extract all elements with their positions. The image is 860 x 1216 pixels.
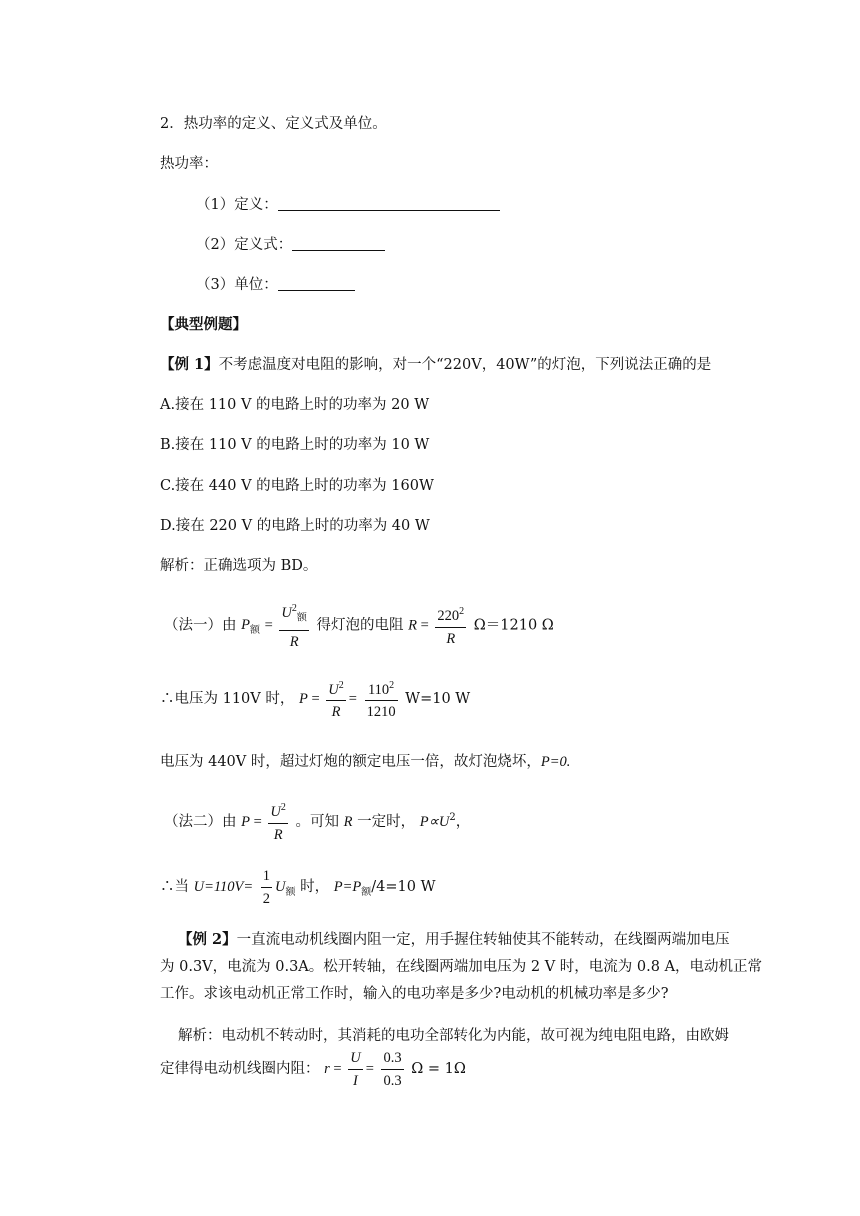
method1-result: Ω＝1210 Ω xyxy=(473,617,554,634)
definition-blank xyxy=(278,196,500,211)
example2-tag: 【例 2】 xyxy=(178,931,237,948)
method1b-prefix: ∴电压为 110V 时， xyxy=(160,691,295,707)
formula-item xyxy=(196,235,385,255)
method2-comma: ， xyxy=(455,813,471,830)
method2-r: R xyxy=(343,813,353,830)
method1-mid: 得灯泡的电阻 xyxy=(316,617,404,634)
example1-tag: 【例 1】 xyxy=(160,356,219,373)
method2-line: （法二）由 P = $\frac{U^2}{R}$ 。可知 R 一定时， $P\propto U^2$， xyxy=(164,793,470,843)
resistance-value-fraction: $\frac{0.3}{0.3}$ xyxy=(381,1047,403,1092)
heat-power-label: 热功率： xyxy=(160,156,218,172)
method2-mid: 。可知 xyxy=(295,813,339,830)
typical-examples-heading: 【典型例题】 xyxy=(160,316,247,333)
voltage440-line xyxy=(160,752,570,772)
voltage440-end: P=0. xyxy=(540,754,571,770)
option-c: C.接在 440 V 的电路上时的功率为 160W xyxy=(160,478,434,494)
definition-label: （1）定义： xyxy=(196,197,278,213)
method1-line: （法一）由 $P_额$ = $\frac{U^2_额}{R}$ 得灯泡的电阻 R = $\frac{220^2}{R}$ Ω＝1210 Ω xyxy=(164,598,554,648)
option-a: A.接在 110 V 的电路上时的功率为 20 W xyxy=(160,397,430,413)
u-squared-over-r-fraction: $\frac{U^2_额}{R}$ xyxy=(279,598,308,653)
example2-analysis-prefix: 定律得电动机线圈内阻： xyxy=(160,1061,320,1077)
example2-line1 xyxy=(178,930,730,950)
definition-item xyxy=(196,195,500,215)
p-rated-symbol: $P_额$ xyxy=(241,617,260,637)
unit-label: （3）单位： xyxy=(196,277,278,293)
unit-item xyxy=(196,275,355,295)
method2b-result-end: /4=10 W xyxy=(371,879,436,895)
example1-question xyxy=(160,355,711,375)
example1-question-text: 不考虑温度对电阻的影响，对一个“220V，40W”的灯泡，下列说法正确的是 xyxy=(218,357,712,373)
method1b-result: W=10 W xyxy=(405,691,471,707)
example2-analysis-line1: 解析：电动机不转动时，其消耗的电功全部转化为内能，故可视为纯电阻电路，由欧姆 xyxy=(178,1028,729,1044)
formula-label: （2）定义式： xyxy=(196,237,293,253)
voltage440-text: 电压为 440V 时，超过灯炮的额定电压一倍，故灯泡烧坏， xyxy=(160,754,541,770)
method2-prop: P∝U xyxy=(419,813,450,830)
example2-line2: 为 0.3V，电流为 0.3A。松开转轴，在线圈两端加电压为 2 V 时，电流为 0.8 A，电动机正常 xyxy=(160,959,763,975)
example2-analysis-result: Ω = 1Ω xyxy=(411,1061,466,1077)
r-symbol: R xyxy=(408,617,417,634)
method2-prefix: （法二）由 xyxy=(164,813,237,830)
equals-sign: = xyxy=(264,617,277,634)
power-value-fraction: $\frac{110^2}{1210}$ xyxy=(365,675,398,724)
method2b-u: U=110V= xyxy=(193,879,254,895)
option-d: D.接在 220 V 的电路上时的功率为 40 W xyxy=(160,518,430,534)
example2-line1-text: 一直流电动机线圈内阻一定，用手握住转轴使其不能转动，在线圈两端加电压 xyxy=(236,932,730,948)
u-over-i-fraction: $\frac{U}{I}$ xyxy=(348,1047,362,1092)
section-heading: 2．热功率的定义、定义式及单位。 xyxy=(160,116,387,132)
method2b-when: 时， xyxy=(300,879,330,895)
method2b-prefix: ∴当 xyxy=(160,879,189,895)
method2-sup: 2 xyxy=(449,812,456,823)
method2-text: 一定时， xyxy=(357,813,416,830)
example1-analysis: 解析：正确选项为 BD。 xyxy=(160,558,318,574)
method2b-line: ∴当 U=110V= $\frac{1}{2}$ $U_额$ 时， $P=P_额/4=10$ W xyxy=(160,862,435,912)
example2-line3: 工作。求该电动机正常工作时，输入的电功率是多少?电动机的机械功率是多少? xyxy=(160,986,669,1002)
formula-blank xyxy=(292,236,385,251)
method1-prefix: （法一）由 xyxy=(164,617,237,634)
option-b: B.接在 110 V 的电路上时的功率为 10 W xyxy=(160,437,430,453)
method1b-line: ∴电压为 110V 时， P = $\frac{U^2}{R}$ = $\frac{110^2}{1210}$ W=10 W xyxy=(160,674,470,724)
power-fraction: $\frac{U^2}{R}$ xyxy=(326,675,345,724)
method2b-result-sub: 额 xyxy=(361,886,372,898)
half-fraction: $\frac{1}{2}$ xyxy=(261,865,272,910)
method2-fraction: $\frac{U^2}{R}$ xyxy=(268,797,287,846)
example2-analysis-line2: 定律得电动机线圈内阻： r = $\frac{U}{I}$ = $\frac{0.3}{0.3}$ Ω = 1Ω xyxy=(160,1044,466,1094)
method2b-result: P=P xyxy=(333,879,362,895)
resistance-fraction: $\frac{220^2}{R}$ xyxy=(435,601,466,650)
unit-blank xyxy=(278,276,355,291)
